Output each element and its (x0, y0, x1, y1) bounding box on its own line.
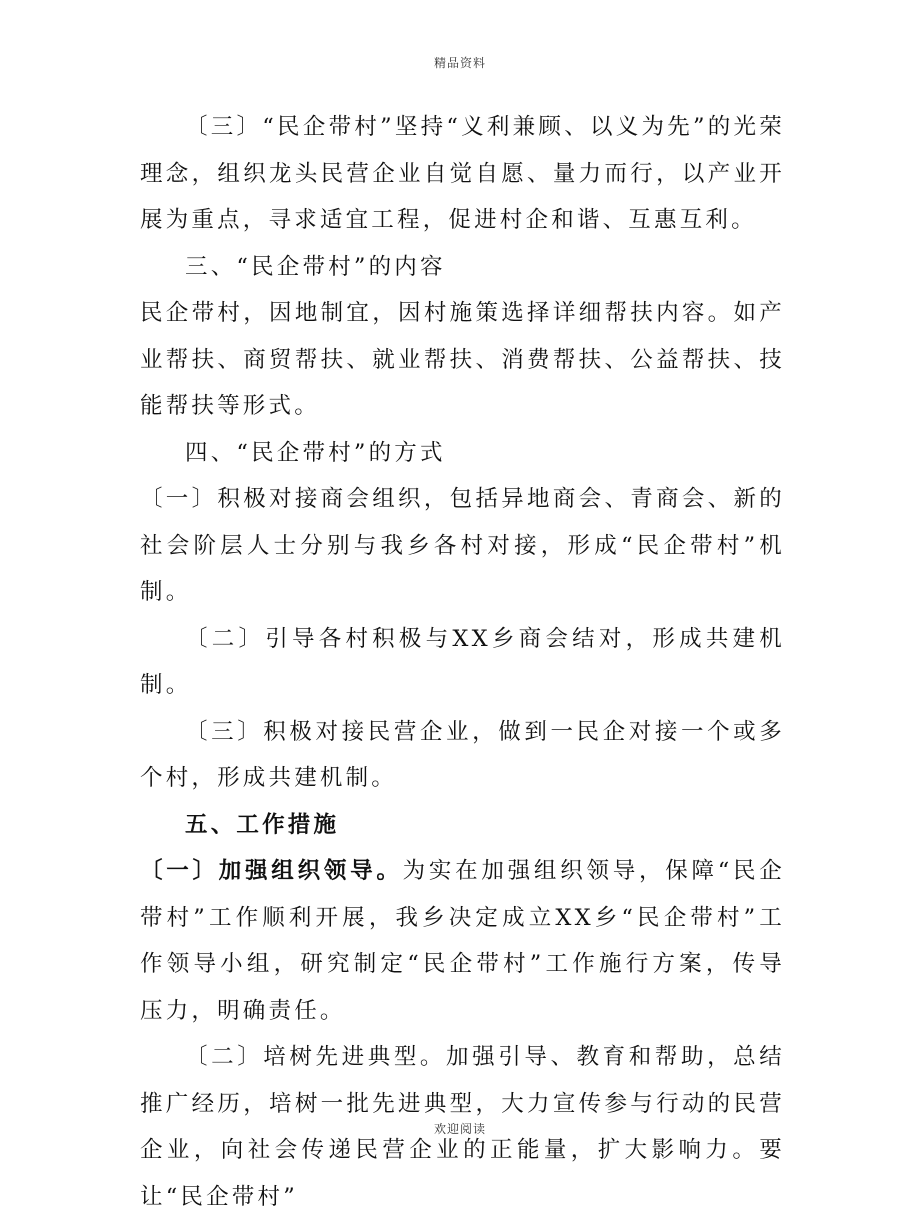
paragraph-method-two: 〔二〕引导各村积极与XX乡商会结对，形成共建机制。 (140, 625, 785, 698)
document-body (140, 104, 785, 1220)
measure-one-body: 为实在加强组织领导，保障“民企带村”工作顺利开展，我乡决定成立XX乡“民企带村”工作领导小组，研究制定“民企带村”工作施行方案，传导压力，明确责任。 (140, 858, 785, 1024)
paragraph-content: 民企带村，因地制宜，因村施策选择详细帮扶内容。如产业帮扶、商贸帮扶、就业帮扶、消费帮扶、公益帮扶、技能帮扶等形式。 (140, 300, 785, 419)
paragraph-method-three: 〔三〕积极对接民营企业，做到一民企对接一个或多个村，形成共建机制。 (140, 718, 785, 791)
paragraph-method-one: 〔一〕积极对接商会组织，包括异地商会、青商会、新的社会阶层人士分别与我乡各村对接，形成“民企带村”机制。 (140, 486, 785, 605)
paragraph-measure-one (140, 848, 785, 1034)
measure-one-title: 〔一〕加强组织领导。 (140, 858, 403, 884)
paragraph-measure-two: 〔二〕培树先进典型。加强引导、教育和帮助，总结推广经历，培树一批先进典型，大力宣传参与行动的民营企业，向社会传递民营企业的正能量，扩大影响力。要让“民企带村” (140, 1044, 785, 1210)
paragraph-principle-three: 〔三〕“民企带村”坚持“义利兼顾、以义为先”的光荣理念，组织龙头民营企业自觉自愿、量力而行，以产业开展为重点，寻求适宜工程，促进村企和谐、互惠互利。 (140, 114, 785, 233)
section-heading-methods: 四、“民企带村”的方式 (185, 439, 446, 466)
page-footer: 欢迎阅读 (433, 1122, 486, 1136)
section-heading-content: 三、“民企带村”的内容 (185, 253, 446, 280)
page-header: 精品资料 (433, 56, 486, 70)
section-heading-measures: 五、工作措施 (185, 811, 340, 838)
